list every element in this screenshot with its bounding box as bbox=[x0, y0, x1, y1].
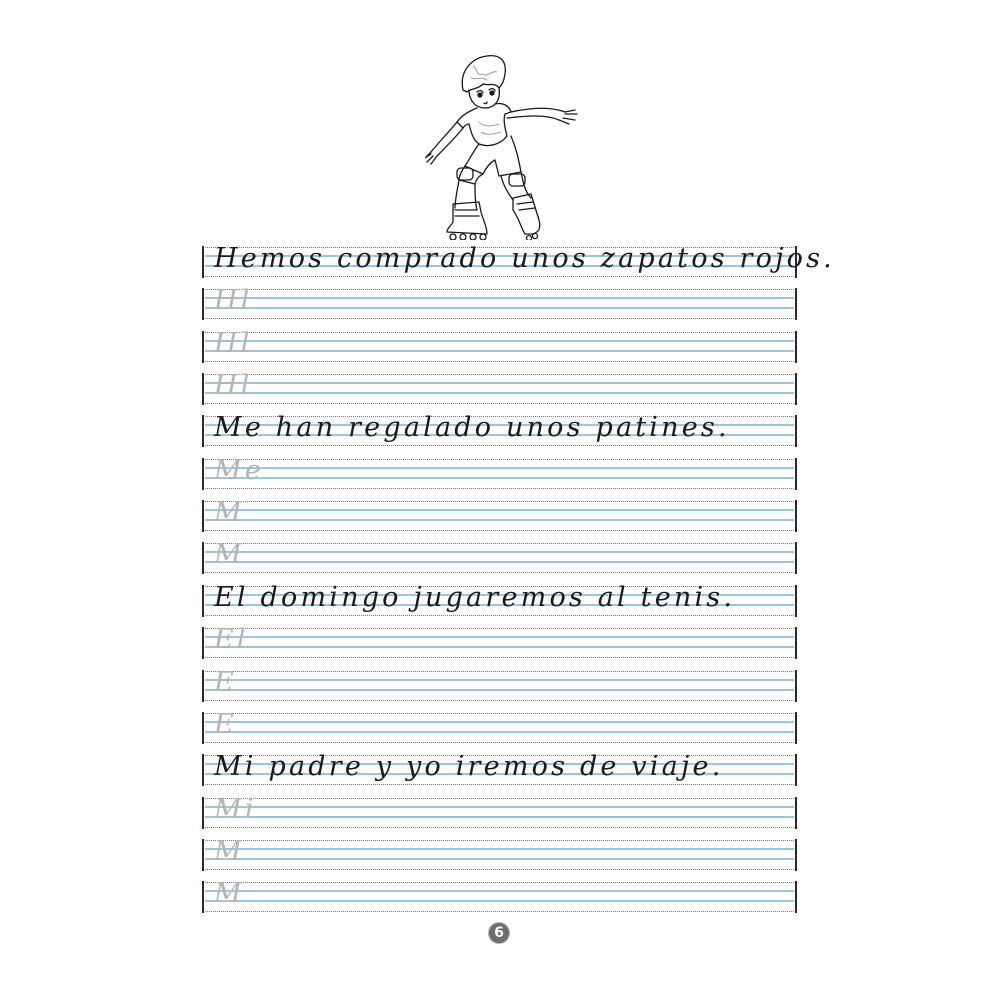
top-dotted-guide bbox=[205, 882, 794, 883]
trace-letters: M bbox=[214, 835, 245, 867]
practice-line[interactable] bbox=[202, 539, 797, 573]
bottom-dotted-guide bbox=[205, 657, 794, 658]
bottom-dotted-guide bbox=[205, 572, 794, 573]
trace-letters: Hl bbox=[214, 285, 253, 317]
left-margin-bar bbox=[202, 712, 204, 744]
trace-letters: M bbox=[214, 878, 245, 910]
right-margin-bar bbox=[795, 839, 797, 871]
top-dotted-guide bbox=[205, 543, 794, 544]
right-margin-bar bbox=[795, 881, 797, 913]
trace-letters: Hl bbox=[214, 370, 253, 402]
model-line bbox=[202, 412, 797, 446]
top-dotted-guide bbox=[205, 840, 794, 841]
practice-line[interactable] bbox=[202, 497, 797, 531]
top-dotted-guide bbox=[205, 289, 794, 290]
practice-line[interactable] bbox=[202, 878, 797, 912]
practice-line[interactable] bbox=[202, 454, 797, 489]
practice-line[interactable] bbox=[202, 708, 797, 743]
baseline-blue-guide bbox=[205, 646, 794, 648]
upper-blue-guide bbox=[205, 382, 794, 384]
top-dotted-guide bbox=[205, 798, 794, 799]
trace-letters: E bbox=[214, 666, 237, 698]
left-margin-bar bbox=[202, 670, 204, 702]
bottom-dotted-guide bbox=[205, 276, 794, 277]
page-number-badge: 6 bbox=[489, 923, 509, 943]
baseline-blue-guide bbox=[205, 307, 794, 309]
practice-line[interactable] bbox=[202, 624, 797, 658]
trace-letters: El bbox=[214, 624, 249, 656]
left-margin-bar bbox=[202, 458, 204, 490]
left-margin-bar bbox=[202, 881, 204, 913]
bottom-dotted-guide bbox=[205, 361, 794, 362]
upper-blue-guide bbox=[205, 509, 794, 511]
upper-blue-guide bbox=[205, 806, 794, 808]
right-margin-bar bbox=[795, 331, 797, 363]
top-dotted-guide bbox=[205, 332, 794, 333]
top-dotted-guide bbox=[205, 374, 794, 375]
practice-line[interactable] bbox=[202, 370, 797, 404]
trace-letters: Mi bbox=[214, 793, 257, 825]
trace-letters: E bbox=[214, 708, 237, 740]
practice-line[interactable] bbox=[202, 285, 797, 319]
bottom-dotted-guide bbox=[205, 615, 794, 616]
right-margin-bar bbox=[795, 585, 797, 617]
right-margin-bar bbox=[795, 670, 797, 702]
practice-line[interactable] bbox=[202, 835, 797, 870]
upper-blue-guide bbox=[205, 636, 794, 638]
bottom-dotted-guide bbox=[205, 318, 794, 319]
model-line bbox=[202, 243, 835, 277]
top-dotted-guide bbox=[205, 628, 794, 629]
upper-blue-guide bbox=[205, 467, 794, 469]
top-dotted-guide bbox=[205, 713, 794, 714]
trace-letters: M bbox=[214, 497, 245, 529]
right-margin-bar bbox=[795, 627, 797, 659]
right-margin-bar bbox=[795, 415, 797, 447]
right-margin-bar bbox=[795, 754, 797, 786]
model-line bbox=[202, 581, 797, 616]
baseline-blue-guide bbox=[205, 392, 794, 394]
bottom-dotted-guide bbox=[205, 784, 794, 785]
bottom-dotted-guide bbox=[205, 488, 794, 489]
bottom-dotted-guide bbox=[205, 911, 794, 912]
left-margin-bar bbox=[202, 331, 204, 363]
baseline-blue-guide bbox=[205, 350, 794, 352]
bottom-dotted-guide bbox=[205, 445, 794, 446]
practice-line[interactable] bbox=[202, 793, 797, 828]
right-margin-bar bbox=[795, 373, 797, 405]
roller-skater-illustration bbox=[425, 52, 590, 240]
model-sentence: Me han regalado unos patines. bbox=[214, 412, 730, 444]
trace-letters: Me bbox=[214, 454, 265, 486]
upper-blue-guide bbox=[205, 848, 794, 850]
upper-blue-guide bbox=[205, 721, 794, 723]
bottom-dotted-guide bbox=[205, 869, 794, 870]
trace-letters: M bbox=[214, 539, 245, 571]
model-line bbox=[202, 751, 797, 785]
baseline-blue-guide bbox=[205, 689, 794, 691]
bottom-dotted-guide bbox=[205, 403, 794, 404]
left-margin-bar bbox=[202, 542, 204, 574]
upper-blue-guide bbox=[205, 340, 794, 342]
left-margin-bar bbox=[202, 500, 204, 532]
practice-line[interactable] bbox=[202, 327, 797, 362]
upper-blue-guide bbox=[205, 551, 794, 553]
upper-blue-guide bbox=[205, 890, 794, 892]
top-dotted-guide bbox=[205, 501, 794, 502]
left-margin-bar bbox=[202, 288, 204, 320]
left-margin-bar bbox=[202, 246, 204, 278]
bottom-dotted-guide bbox=[205, 742, 794, 743]
baseline-blue-guide bbox=[205, 900, 794, 902]
bottom-dotted-guide bbox=[205, 530, 794, 531]
left-margin-bar bbox=[202, 627, 204, 659]
right-margin-bar bbox=[795, 458, 797, 490]
baseline-blue-guide bbox=[205, 816, 794, 818]
right-margin-bar bbox=[795, 797, 797, 829]
top-dotted-guide bbox=[205, 459, 794, 460]
left-margin-bar bbox=[202, 754, 204, 786]
model-sentence: El domingo jugaremos al tenis. bbox=[214, 581, 736, 613]
practice-line[interactable] bbox=[202, 666, 797, 701]
top-dotted-guide bbox=[205, 671, 794, 672]
baseline-blue-guide bbox=[205, 858, 794, 860]
right-margin-bar bbox=[795, 712, 797, 744]
upper-blue-guide bbox=[205, 679, 794, 681]
right-margin-bar bbox=[795, 500, 797, 532]
baseline-blue-guide bbox=[205, 519, 794, 521]
model-sentence: Mi padre y yo iremos de viaje. bbox=[214, 751, 724, 783]
upper-blue-guide bbox=[205, 297, 794, 299]
bottom-dotted-guide bbox=[205, 827, 794, 828]
baseline-blue-guide bbox=[205, 477, 794, 479]
baseline-blue-guide bbox=[205, 561, 794, 563]
right-margin-bar bbox=[795, 288, 797, 320]
model-sentence: Hemos comprado unos zapatos rojos. bbox=[214, 243, 835, 274]
left-margin-bar bbox=[202, 415, 204, 447]
left-margin-bar bbox=[202, 585, 204, 617]
trace-letters: Hl bbox=[214, 327, 253, 359]
left-margin-bar bbox=[202, 373, 204, 405]
left-margin-bar bbox=[202, 797, 204, 829]
baseline-blue-guide bbox=[205, 731, 794, 733]
bottom-dotted-guide bbox=[205, 700, 794, 701]
left-margin-bar bbox=[202, 839, 204, 871]
right-margin-bar bbox=[795, 542, 797, 574]
